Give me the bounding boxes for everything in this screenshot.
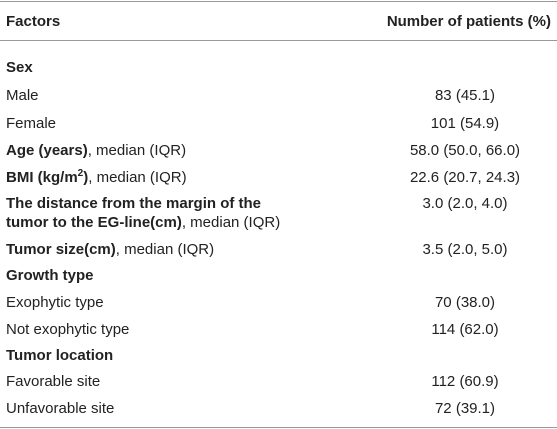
row-bmi-label	[6, 168, 187, 187]
row-favorable-value: 112 (60.9)	[431, 373, 499, 390]
header-number-of-patients: Number of patients (%)	[386, 13, 551, 30]
row-bmi-label-sup: 2	[77, 168, 84, 179]
row-male-label: Male	[6, 87, 39, 104]
header-factors: Factors	[6, 13, 61, 30]
table-top-rule	[0, 1, 557, 2]
row-not-exophytic-value: 114 (62.0)	[431, 321, 499, 338]
row-favorable-label: Favorable site	[6, 373, 101, 390]
row-distance-label-rest: , median (IQR)	[181, 214, 281, 231]
row-age-value: 58.0 (50.0, 66.0)	[409, 142, 521, 159]
section-growth-type: Growth type	[6, 267, 94, 284]
row-bmi-label-rest: , median (IQR)	[88, 169, 187, 186]
row-age-label-rest: , median (IQR)	[87, 142, 187, 159]
row-bmi-label-bold	[6, 169, 88, 186]
table-bottom-rule	[0, 427, 557, 428]
row-exophytic-value: 70 (38.0)	[434, 294, 496, 311]
row-tumor-size-label-rest: , median (IQR)	[115, 241, 215, 258]
row-exophytic-label: Exophytic type	[6, 294, 104, 311]
section-tumor-location: Tumor location	[6, 347, 114, 364]
row-female-value: 101 (54.9)	[430, 115, 500, 132]
row-distance-label-bold: tumor to the EG-line(cm)	[6, 214, 182, 231]
row-age-label	[6, 141, 186, 160]
row-male-value: 83 (45.1)	[434, 87, 496, 104]
row-bmi-label-post: )	[83, 169, 89, 186]
row-bmi-label-pre: BMI (kg/m	[6, 169, 78, 186]
row-tumor-size-label	[6, 240, 214, 259]
row-distance-label-line1: The distance from the margin of the	[6, 195, 262, 212]
row-distance-value: 3.0 (2.0, 4.0)	[422, 195, 508, 212]
row-tumor-size-value: 3.5 (2.0, 5.0)	[422, 241, 508, 258]
row-distance-label-line2	[6, 213, 280, 232]
row-bmi-value: 22.6 (20.7, 24.3)	[409, 169, 521, 186]
row-not-exophytic-label: Not exophytic type	[6, 321, 130, 338]
row-unfavorable-label: Unfavorable site	[6, 400, 115, 417]
row-tumor-size-label-bold: Tumor size(cm)	[6, 241, 116, 258]
row-unfavorable-value: 72 (39.1)	[434, 400, 496, 417]
section-sex: Sex	[6, 59, 33, 76]
row-female-label: Female	[6, 115, 57, 132]
header-rule	[0, 40, 557, 41]
row-age-label-bold: Age (years)	[6, 142, 88, 159]
